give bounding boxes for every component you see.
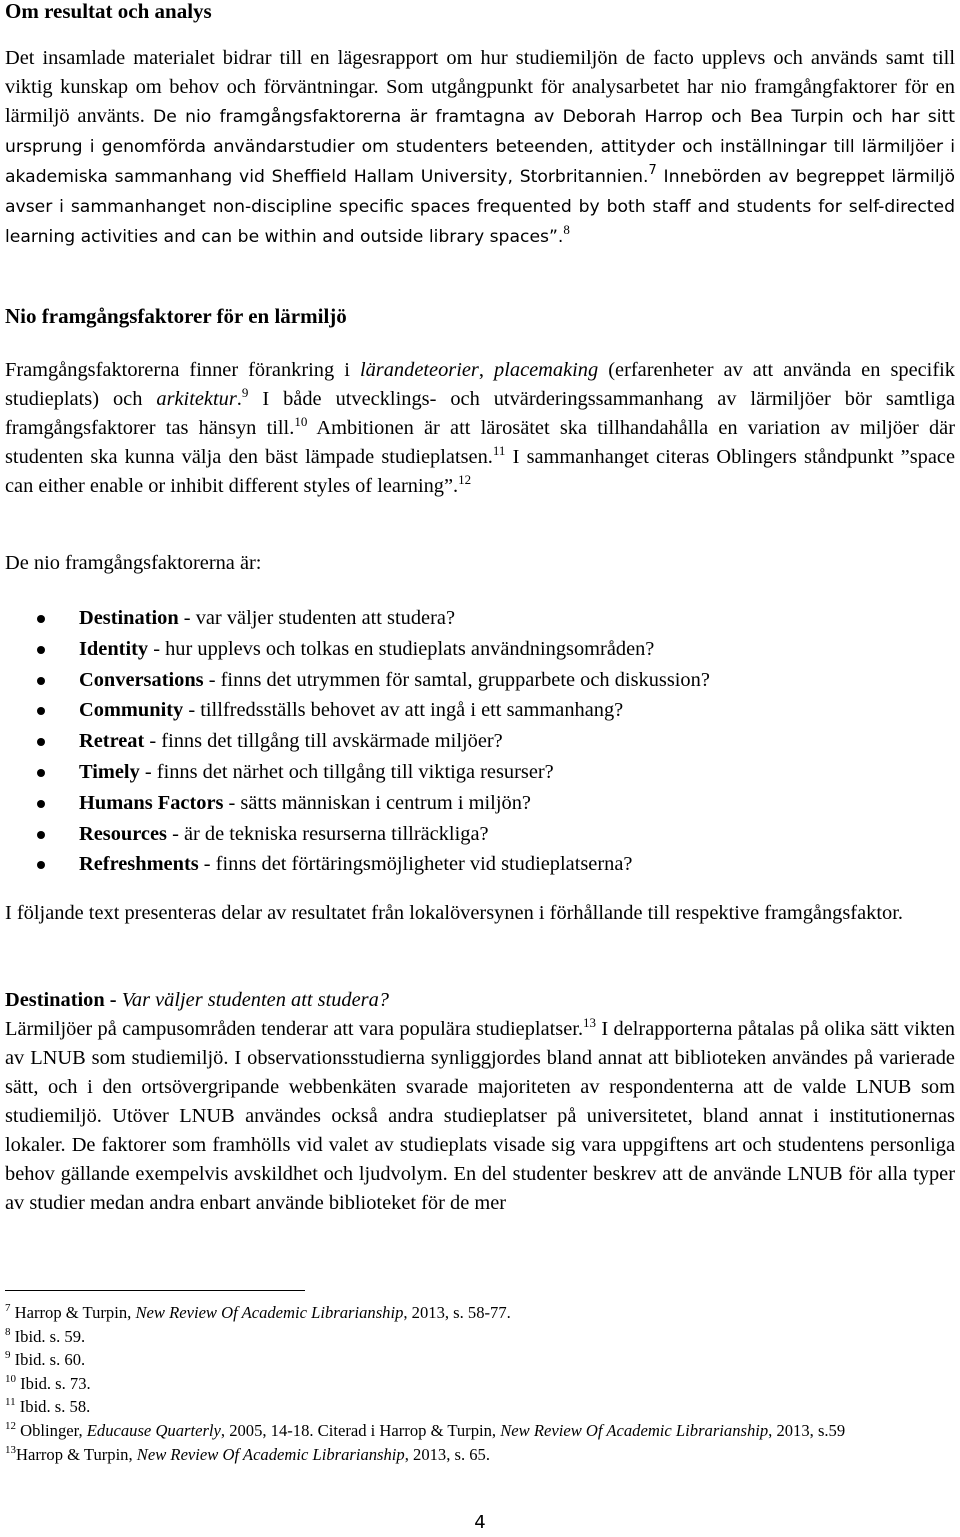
text-run: Ibid. s. 59. [10, 1326, 86, 1346]
subsection-heading: Nio framgångsfaktorer för en lärmiljö [5, 304, 347, 328]
footnote [5, 1348, 950, 1372]
footnote-ref[interactable]: 11 [492, 443, 506, 458]
text-run: . [236, 388, 242, 410]
italic-term: arkitektur [156, 388, 237, 410]
destination-heading-italic: Var väljer studenten att studera? [121, 989, 390, 1011]
footnote-separator [5, 1290, 305, 1291]
text-run: I delrapporterna påtalas på olika sätt vikten av LNUB som studiemiljö. I observationsstudierna synliggjordes bland annat att biblioteken användes på varierade sätt, och i den ortsövergripande webbenkäten svarade majoriteten av respondenterna att de valde LNUB som studiemiljö. Utöver LNUB användes också andra studieplatser på universitetet, bland annat i institutionernas lokaler. De faktorer som framhölls vid valet av studieplats visade sig vara uppgiftens art och studentens personliga behov gällande exempelvis avskildhet och ljudvolym. En del studenter beskrev att de använde LNUB för alla typer av studier medan andra enbart använde biblioteket för de mer [5, 1018, 955, 1214]
page-number: 4 [474, 1512, 486, 1533]
text-run: Harrop & Turpin, [16, 1444, 137, 1464]
factor-description: - tillfredsställs behovet av att ingå i ett sammanhang? [183, 699, 624, 722]
text-run: , 2005, 14-18. Citerad i Harrop & Turpin, [220, 1420, 501, 1440]
footnote [5, 1443, 950, 1467]
factor-term: Resources [79, 822, 167, 845]
text-run: Ambitionen är att lärosätet ska tillhandahålla en variation av miljöer där studenten ska kunna välja den bäst lämpade studieplatsen. [5, 417, 955, 468]
intro-paragraph [5, 44, 955, 252]
footnote-number: 13 [5, 1443, 16, 1456]
journal-title: New Review Of Academic Librarianship [136, 1444, 405, 1464]
footnote-ref[interactable]: 8 [563, 222, 570, 237]
factor-description: - finns det tillgång till avskärmade miljöer? [144, 730, 503, 753]
text-run: , [478, 359, 495, 381]
journal-title: New Review Of Academic Librarianship [500, 1420, 769, 1440]
factor-description: - var väljer studenten att studera? [178, 607, 455, 629]
text-run: (erfarenheter av att använda en specifik studieplats) och [5, 359, 955, 410]
factor-description: - finns det närhet och tillgång till viktiga resurser? [139, 760, 554, 783]
transition-paragraph: I följande text presenteras delar av resultatet från lokalöversynen i förhållande till respektive framgångsfaktor. [5, 902, 903, 924]
footnote-ref[interactable]: 12 [458, 472, 472, 487]
intro-sentence-1: Det insamlade materialet bidrar till en lägesrapport om hur studiemiljön de facto upplevs och används samt till viktig kunskap om behov och förväntningar. Som utgångpunkt för analysarbetet har nio framgångfaktorer för en lärmiljö använts. [5, 47, 955, 127]
destination-heading-bold: Destination - [5, 989, 122, 1011]
text-run: Harrop & Turpin, [10, 1303, 136, 1322]
bullet-icon [37, 769, 45, 777]
factor-term: Destination [79, 607, 179, 629]
destination-heading [5, 986, 955, 1015]
text-run: Framgångsfaktorerna finner förankring i [5, 359, 360, 381]
footnote-ref[interactable]: 13 [583, 1015, 597, 1030]
text-run: Ibid. s. 58. [15, 1397, 91, 1417]
factor-term: Community [79, 699, 184, 722]
journal-title: Educause Quarterly [86, 1420, 221, 1440]
factors-paragraph [5, 356, 955, 501]
factor-term: Humans Factors [79, 791, 224, 814]
text-run: Ibid. s. 73. [16, 1373, 91, 1393]
factor-term: Retreat [79, 730, 145, 753]
footnote-ref[interactable]: 7 [648, 163, 657, 178]
text-run: Oblinger, [16, 1420, 87, 1440]
factor-term: Timely [79, 760, 140, 783]
list-item [0, 695, 950, 726]
factor-term: Refreshments [79, 853, 199, 876]
bullet-icon [37, 707, 45, 715]
footnote-ref[interactable]: 10 [294, 414, 308, 429]
footnote [5, 1372, 950, 1396]
footnote-number: 7 [5, 1302, 11, 1314]
text-run: Lärmiljöer på campusområden tenderar att vara populära studieplatser. [5, 1018, 584, 1040]
list-item [0, 726, 950, 757]
list-intro: De nio framgångsfaktorerna är: [5, 552, 262, 574]
bullet-icon [37, 615, 45, 623]
text-run: , 2013, s. 58-77. [403, 1303, 511, 1322]
footnote-number: 8 [5, 1325, 11, 1338]
list-item [0, 603, 950, 634]
factor-description: - finns det utrymmen för samtal, grupparbete och diskussion? [203, 668, 710, 691]
text-run: Ibid. s. 60. [10, 1350, 86, 1370]
bullet-icon [37, 646, 45, 654]
factor-description: - hur upplevs och tolkas en studieplats användningsområden? [148, 637, 655, 660]
factor-description: - är de tekniska resurserna tillräckliga? [166, 822, 489, 845]
footnote [5, 1325, 950, 1349]
list-item [0, 757, 950, 788]
italic-term: lärandeteorier [359, 359, 479, 381]
intro-sentence-2: De nio framgångsfaktorerna är framtagna av Deborah Harrop och Bea Turpin och har sitt ursprung i genomförda användarstudier om studenters beteenden, attityder och inställningar till lärmiljöer i akademiska sammanhang vid Sheffield Hallam University, Storbritannien. [5, 107, 955, 187]
bullet-icon [37, 800, 45, 808]
bullet-icon [37, 831, 45, 839]
factor-description: - finns det förtäringsmöjligheter vid studieplatserna? [198, 853, 633, 876]
list-item [0, 665, 950, 696]
section-heading: Om resultat och analys [5, 0, 212, 23]
text-run: I sammanhanget citeras Oblingers ståndpunkt ”space can either enable or inhibit different styles of learning”. [5, 446, 956, 497]
footnote-number: 12 [5, 1419, 16, 1432]
footnote-ref[interactable]: 9 [241, 385, 249, 400]
footnote-number: 11 [5, 1396, 16, 1409]
success-factors-list [0, 603, 950, 880]
text-run: I både utvecklings- och utvärderingssammanhang av lärmiljöer bör samtliga framgångsfaktorer tas hänsyn till. [5, 388, 955, 439]
text-run: , 2013, s.59 [768, 1420, 846, 1440]
intro-sentence-3: Innebörden av begreppet lärmiljö avser i sammanhanget non-discipline specific spaces frequented by both staff and students for self-directed learning activities and can be within and outside library spaces”. [5, 167, 955, 247]
bullet-icon [37, 677, 45, 685]
destination-paragraph [5, 1015, 955, 1218]
italic-term: placemaking [494, 359, 599, 381]
list-item [0, 788, 950, 819]
factor-term: Identity [79, 637, 149, 660]
footnote [5, 1395, 950, 1419]
factor-description: - sätts människan i centrum i miljön? [223, 791, 531, 814]
text-run: , 2013, s. 65. [404, 1444, 490, 1464]
journal-title: New Review Of Academic Librarianship [135, 1303, 404, 1322]
footnote-number: 9 [5, 1349, 11, 1362]
footnote [5, 1301, 950, 1325]
bullet-icon [37, 861, 45, 869]
bullet-icon [37, 738, 45, 746]
footnote [5, 1419, 950, 1443]
factor-term: Conversations [79, 668, 204, 691]
footnotes [5, 1301, 950, 1466]
list-item [0, 849, 950, 880]
list-item [0, 819, 950, 850]
footnote-number: 10 [5, 1372, 16, 1385]
list-item [0, 634, 950, 665]
destination-section [5, 986, 955, 1218]
